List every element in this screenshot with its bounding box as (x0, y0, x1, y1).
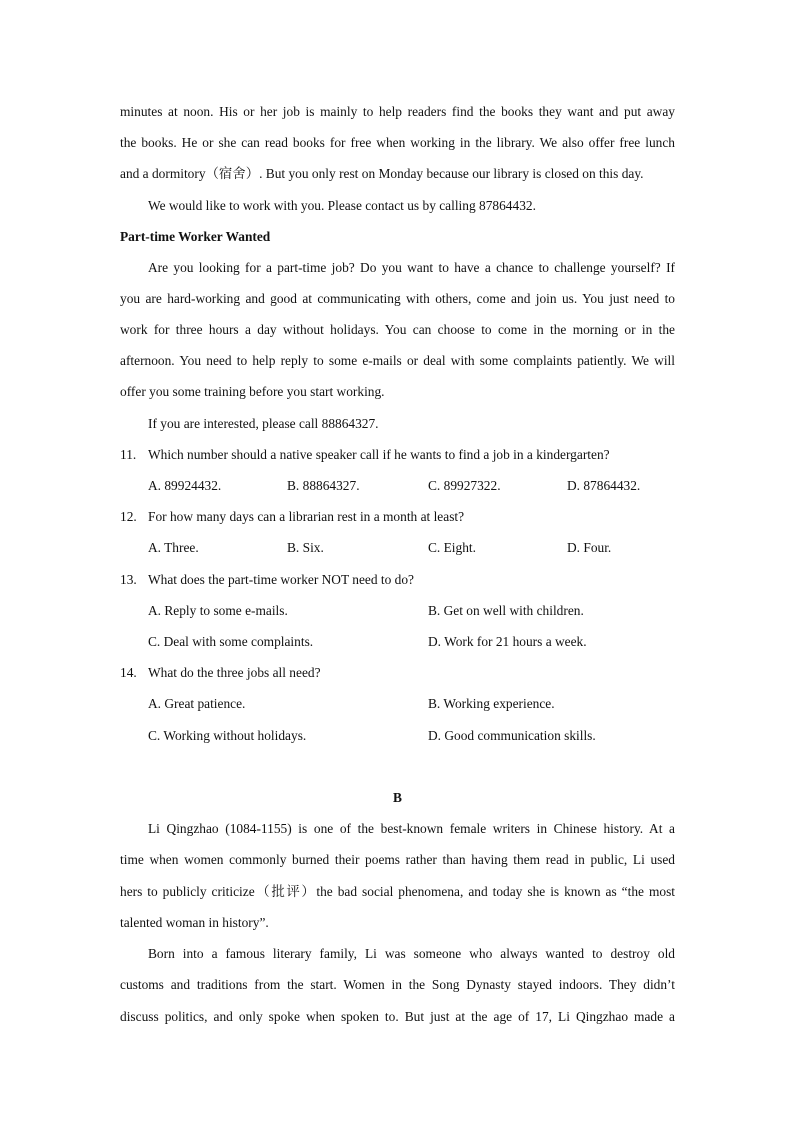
passage-b-line: talented woman in history”. (120, 915, 269, 930)
passage-b-line: discuss politics, and only spoke when spoken to. But just at the age of 17, Li Qingzhao made a (120, 1009, 675, 1024)
passage-a-line: minutes at noon. His or her job is mainly to help readers find the books they want and put away (120, 104, 675, 119)
answer-option: C. 89927322. (428, 478, 501, 493)
contact-paragraph: If you are interested, please call 88864327. (148, 416, 379, 431)
answer-option: C. Eight. (428, 540, 476, 555)
passage-a-line: the books. He or she can read books for free when working in the library. We also offer free lunch (120, 135, 675, 150)
answer-option: C. Deal with some complaints. (148, 634, 314, 649)
answer-option: D. Good communication skills. (428, 728, 596, 743)
question-number: 14. (120, 665, 137, 680)
question-number: 13. (120, 572, 137, 587)
passage-b-line: time when women commonly burned their poems rather than having them read in public, Li used (120, 852, 675, 867)
answer-option: A. Three. (148, 540, 199, 555)
answer-option: B. Get on well with children. (428, 603, 584, 618)
passage-a-line: you are hard-working and good at communicating with others, come and join us. You just need to (120, 291, 675, 306)
contact-paragraph: We would like to work with you. Please contact us by calling 87864432. (148, 198, 536, 213)
question-text: For how many days can a librarian rest in a month at least? (148, 509, 465, 524)
passage-b-line: hers to publicly criticize（批评）the bad social phenomena, and today she is known as “the most (120, 884, 675, 899)
answer-option: B. Working experience. (428, 696, 555, 711)
question-text: What does the part-time worker NOT need to do? (148, 572, 414, 587)
answer-option: A. 89924432. (148, 478, 222, 493)
passage-a-line: Are you looking for a part-time job? Do you want to have a chance to challenge yourself? If (148, 260, 675, 275)
passage-b-line: Born into a famous literary family, Li was someone who always wanted to destroy old (148, 946, 675, 961)
answer-option: D. Work for 21 hours a week. (428, 634, 587, 649)
passage-a-line: offer you some training before you start working. (120, 384, 385, 399)
question-text: What do the three jobs all need? (148, 665, 321, 680)
answer-option: A. Great patience. (148, 696, 246, 711)
ad-heading: Part-time Worker Wanted (120, 229, 271, 244)
passage-b-line: Li Qingzhao (1084-1155) is one of the best-known female writers in Chinese history. At a (148, 821, 675, 836)
passage-b-line: customs and traditions from the start. Women in the Song Dynasty stayed indoors. They didn’t (120, 977, 675, 992)
question-number: 12. (120, 509, 137, 524)
answer-option: A. Reply to some e-mails. (148, 603, 288, 618)
answer-option: D. Four. (567, 540, 612, 555)
question-text: Which number should a native speaker call if he wants to find a job in a kindergarten? (148, 447, 610, 462)
passage-a-line: afternoon. You need to help reply to some e-mails or deal with some complaints patiently. We will (120, 353, 675, 368)
passage-a-line: and a dormitory（宿舍）. But you only rest on Monday because our library is closed on this day. (120, 166, 644, 181)
answer-option: D. 87864432. (567, 478, 641, 493)
answer-option: B. Six. (287, 540, 324, 555)
question-number: 11. (120, 447, 137, 462)
passage-a-line: work for three hours a day without holidays. You can choose to come in the morning or in the (120, 322, 675, 337)
answer-option: C. Working without holidays. (148, 728, 307, 743)
answer-option: B. 88864327. (287, 478, 360, 493)
section-title: B (393, 790, 402, 805)
